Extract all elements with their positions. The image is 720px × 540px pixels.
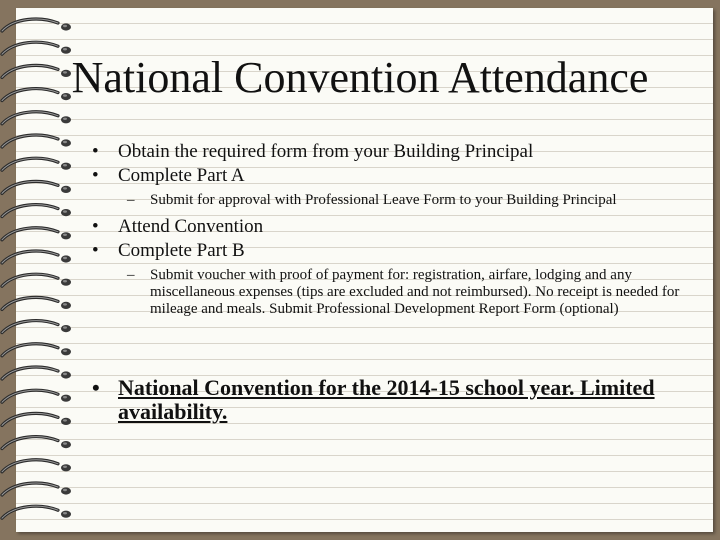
bullet-text: Attend Convention (118, 216, 264, 237)
bullet-item (92, 164, 692, 188)
spiral-ring (2, 205, 71, 217)
spiral-ring (2, 321, 71, 333)
spiral-ring (2, 19, 71, 31)
spiral-ring (2, 135, 71, 147)
sub-bullet-item (127, 267, 692, 318)
bullet-list (92, 140, 692, 321)
bullet-text: Complete Part A (118, 165, 245, 186)
spiral-ring (2, 483, 71, 495)
dash-icon: – (127, 267, 135, 283)
bullet-icon: • (92, 240, 99, 261)
highlight-bullet (92, 376, 718, 424)
highlight-text: National Convention for the 2014-15 school year. Limited availability. (118, 375, 655, 424)
spiral-ring (2, 506, 71, 518)
spiral-ring (2, 437, 71, 449)
bullet-item (92, 239, 692, 263)
spiral-ring (2, 367, 71, 379)
spiral-ring (2, 297, 71, 309)
spiral-ring (2, 460, 71, 472)
spiral-ring (2, 228, 71, 240)
spiral-ring (2, 251, 71, 263)
spiral-ring (2, 390, 71, 402)
spiral-ring (2, 344, 71, 356)
spiral-ring (2, 413, 71, 425)
bullet-icon: • (92, 216, 99, 237)
bullet-item (92, 215, 692, 239)
sub-bullet-text: Submit voucher with proof of payment for: registration, airfare, lodging and any miscellaneous expenses (tips are excluded and not reimbursed). No receipt is needed for mileage and meals. Submit Professional Development Report Form (optional) (150, 267, 680, 317)
bullet-icon: • (92, 375, 100, 400)
bullet-text: Obtain the required form from your Building Principal (118, 141, 534, 162)
bullet-icon: • (92, 165, 99, 186)
spiral-ring (2, 158, 71, 170)
bullet-item (92, 140, 692, 164)
spiral-ring (2, 274, 71, 286)
page-title: National Convention Attendance (71, 53, 649, 102)
spiral-ring (2, 181, 71, 193)
sub-bullet-text: Submit for approval with Professional Leave Form to your Building Principal (150, 192, 617, 208)
spiral-ring (2, 112, 71, 124)
bullet-text: Complete Part B (118, 240, 245, 261)
bullet-icon: • (92, 141, 99, 162)
sub-bullet-item (127, 192, 692, 209)
dash-icon: – (127, 192, 135, 208)
